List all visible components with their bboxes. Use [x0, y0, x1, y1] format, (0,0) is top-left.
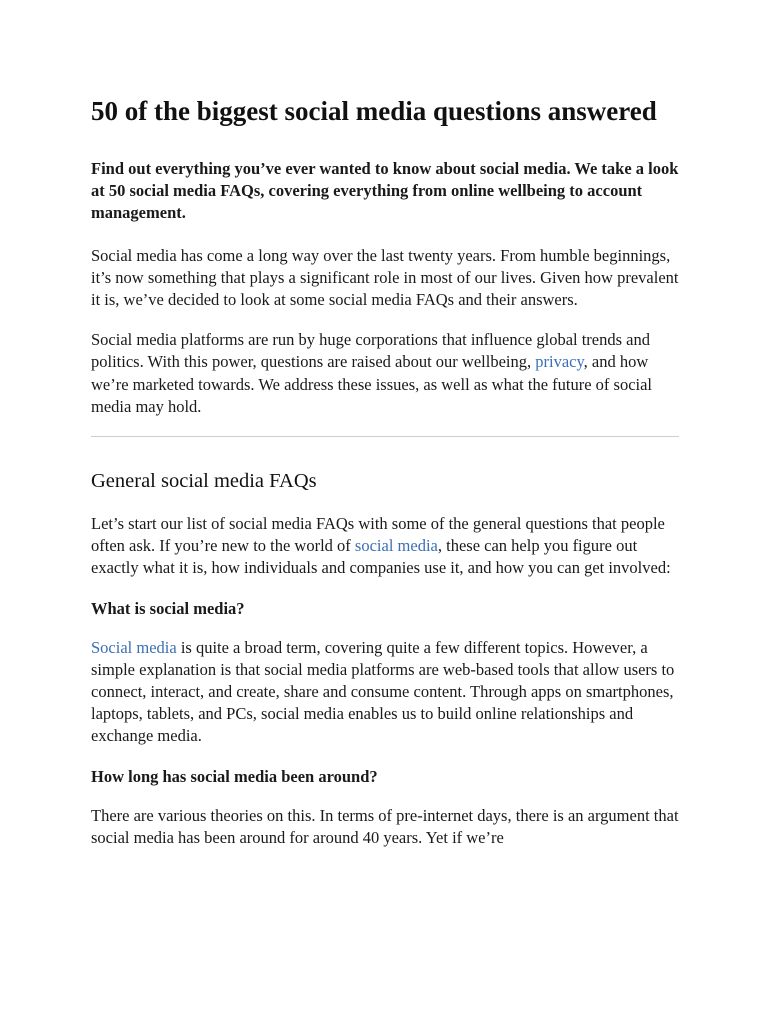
- question-heading: How long has social media been around?: [91, 766, 378, 786]
- general-intro-paragraph: [91, 513, 681, 580]
- article-title: 50 of the biggest social media questions answered: [91, 96, 657, 126]
- general-intro-text-end: , these can help you figure out exactly what it is, how individuals and companies use it, and how you can get involved:: [91, 536, 671, 578]
- section-divider: [91, 436, 679, 437]
- platforms-text-start: Social media platforms are run by huge corporations that influence global trends and politics. With this power, questions are raised about our wellbeing,: [91, 330, 650, 372]
- social-media-answer-link[interactable]: Social media: [91, 637, 177, 657]
- general-intro-text-start: Let’s start our list of social media FAQs with some of the general questions that people often ask. If you’re new to the world of: [91, 514, 665, 556]
- answer-paragraph: There are various theories on this. In terms of pre-internet days, there is an argument that social media has been around for around 40 years. Yet if we’re: [91, 805, 679, 847]
- answer-paragraph: [91, 637, 681, 748]
- platforms-text-end: , and how we’re marketed towards. We address these issues, as well as what the future of social media may hold.: [91, 352, 653, 416]
- platforms-paragraph: [91, 329, 681, 418]
- privacy-link[interactable]: privacy: [535, 352, 584, 372]
- intro-paragraph: Social media has come a long way over the last twenty years. From humble beginnings, it’s now something that plays a significant role in most of our lives. Given how prevalent it is, we’ve decided to look at some social media FAQs and their answers.: [91, 245, 679, 310]
- answer-text: is quite a broad term, covering quite a few different topics. However, a simple explanation is that social media platforms are web-based tools that allow users to connect, interact, and create, share and consume content. Through apps on smartphones, laptops, tablets, and PCs, social media enables us to build online relationships and exchange media.: [91, 637, 675, 746]
- general-faqs-heading: General social media FAQs: [91, 470, 317, 493]
- article-lead: Find out everything you’ve ever wanted to know about social media. We take a look at 50 social media FAQs, covering everything from online wellbeing to account management.: [91, 159, 679, 223]
- article: [91, 92, 681, 867]
- question-heading: What is social media?: [91, 598, 245, 618]
- social-media-link[interactable]: social media: [354, 536, 438, 556]
